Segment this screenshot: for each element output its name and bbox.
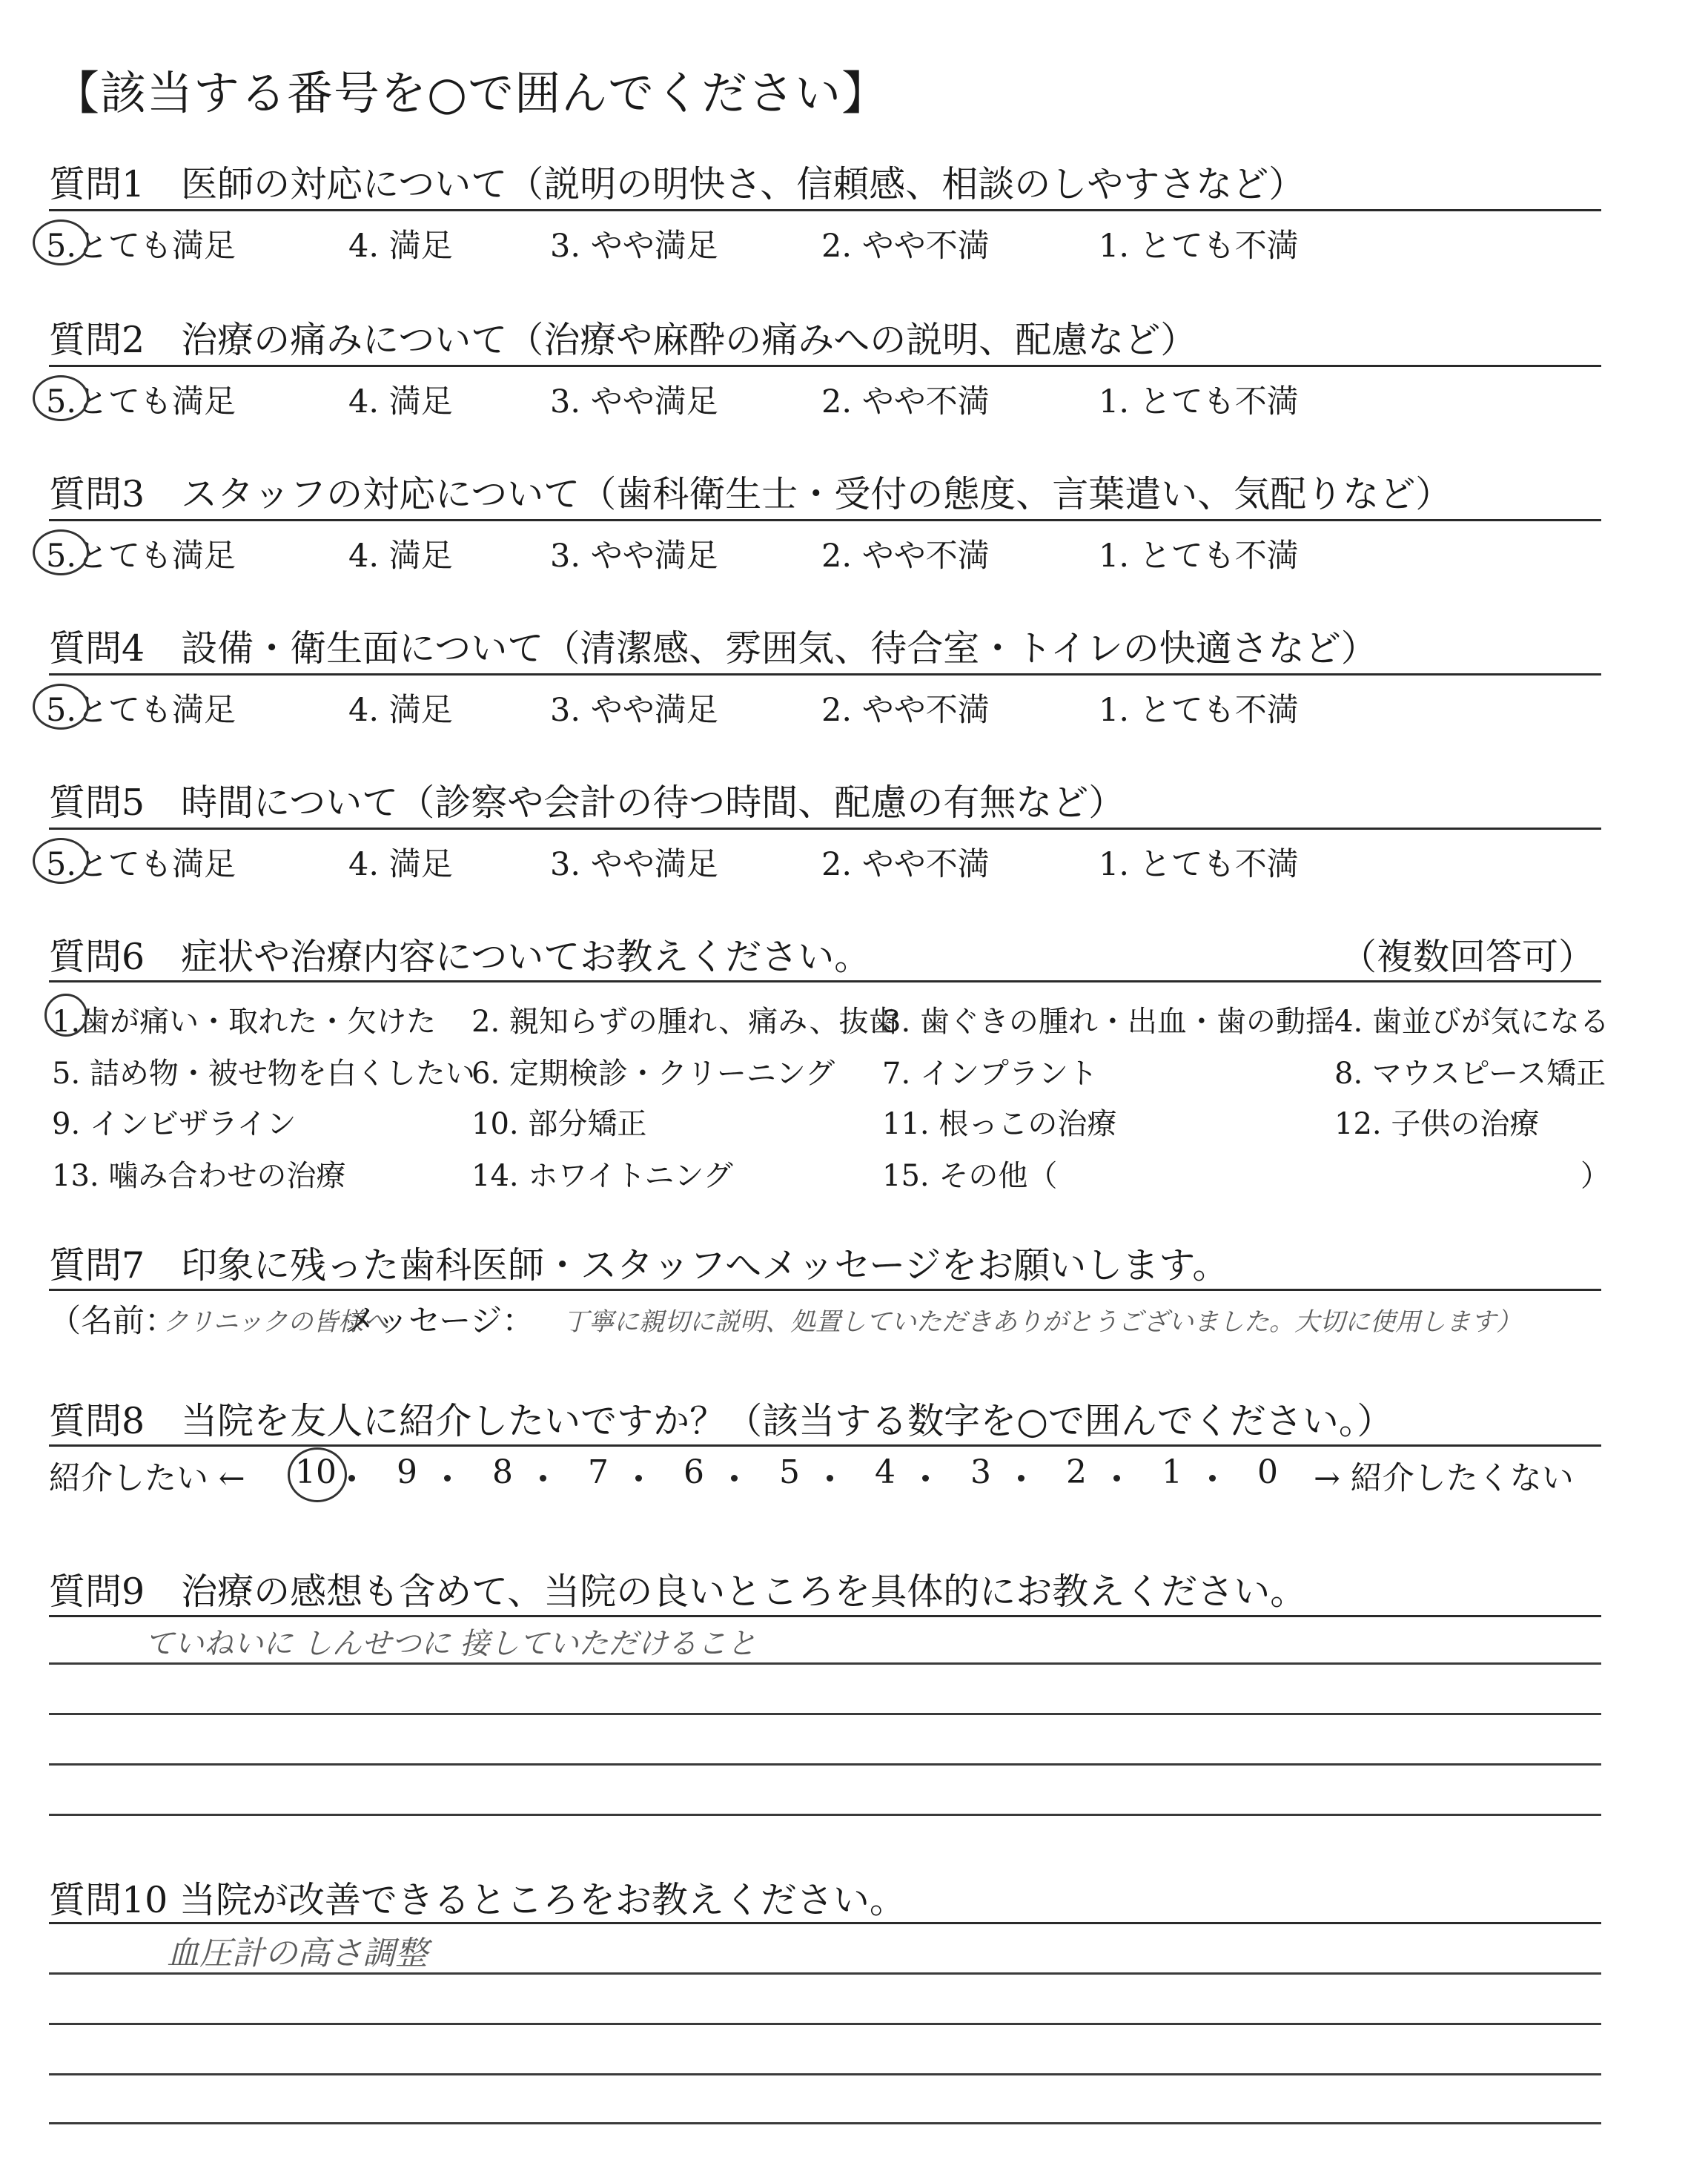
q8-scale-10[interactable]: 10	[295, 1453, 337, 1491]
q8-scale-0[interactable]: 0	[1257, 1453, 1278, 1491]
question-2-option-5[interactable]: 5.とても満足	[46, 383, 236, 420]
question-5-option-3[interactable]: 3. やや満足	[550, 846, 718, 883]
question-5-option-4[interactable]: 4. 満足	[348, 846, 453, 883]
question-2-rule	[49, 365, 1601, 367]
question-1-title: 質問1 医師の対応について（説明の明快さ、信頼感、相談のしやすさなど）	[49, 163, 1305, 205]
q8-right-label: → 紹介したくない	[1314, 1460, 1574, 1497]
question-2-title: 質問2 治療の痛みについて（治療や麻酔の痛みへの説明、配慮など）	[49, 319, 1197, 361]
question-1-rule	[49, 209, 1601, 211]
question-4-rule	[49, 673, 1601, 676]
q6-option-3[interactable]: 3. 歯ぐきの腫れ・出血・歯の動揺	[882, 1005, 1335, 1039]
q9-line	[49, 1763, 1601, 1766]
q8-scale-separator	[922, 1475, 929, 1482]
q10-answer[interactable]: 血圧計の高さ調整	[167, 1935, 428, 1972]
q6-option-2[interactable]: 2. 親知らずの腫れ、痛み、抜歯	[471, 1005, 898, 1039]
question-4-option-2[interactable]: 2. やや不満	[821, 692, 990, 729]
q7-name-value[interactable]: クリニックの皆様へ	[163, 1307, 388, 1337]
question-3-option-4[interactable]: 4. 満足	[348, 538, 453, 575]
q8-scale-separator	[1018, 1475, 1025, 1482]
question-5-option-1[interactable]: 1. とても不満	[1099, 846, 1299, 883]
question-3-option-5[interactable]: 5.とても満足	[46, 538, 236, 575]
q9-line	[49, 1713, 1601, 1715]
question-2-option-2[interactable]: 2. やや不満	[821, 383, 990, 420]
question-2-option-1[interactable]: 1. とても不満	[1099, 383, 1299, 420]
question-1-option-2[interactable]: 2. やや不満	[821, 228, 990, 265]
page-header: 【該当する番号を○で囲んでください】	[53, 66, 889, 120]
question-4-title: 質問4 設備・衛生面について（清潔感、雰囲気、待合室・トイレの快適さなど）	[49, 627, 1377, 670]
q8-scale-separator	[540, 1475, 546, 1482]
q8-scale-separator	[348, 1475, 355, 1482]
q7-message-label: メッセージ：	[345, 1303, 534, 1340]
q7-title: 質問7 印象に残った歯科医師・スタッフへメッセージをお願いします。	[49, 1244, 1229, 1287]
q8-scale-separator	[827, 1475, 833, 1482]
q6-rule	[49, 980, 1601, 982]
q9-title: 質問9 治療の感想も含めて、当院の良いところを具体的にお教えください。	[49, 1571, 1307, 1613]
q8-scale-6[interactable]: 6	[683, 1453, 704, 1491]
q8-selected-circle	[288, 1447, 347, 1502]
q9-line	[49, 1814, 1601, 1816]
q10-rule	[49, 1922, 1601, 1924]
q6-option-13[interactable]: 13. 噛み合わせの治療	[52, 1159, 346, 1193]
q10-line	[49, 2122, 1601, 2124]
q8-scale-separator	[444, 1475, 451, 1482]
question-3-title: 質問3 スタッフの対応について（歯科衛生士・受付の態度、言葉遣い、気配りなど）	[49, 473, 1452, 515]
q8-scale-separator	[635, 1475, 642, 1482]
q8-scale-2[interactable]: 2	[1066, 1453, 1087, 1491]
q6-option-8[interactable]: 8. マウスピース矯正	[1334, 1057, 1606, 1091]
q8-title: 質問8 当院を友人に紹介したいですか？（該当する数字を○で囲んでください。）	[49, 1400, 1394, 1442]
question-1-option-5[interactable]: 5.とても満足	[46, 228, 236, 265]
question-3-option-3[interactable]: 3. やや満足	[550, 538, 718, 575]
q8-scale-9[interactable]: 9	[397, 1453, 417, 1491]
q8-scale-separator	[731, 1475, 738, 1482]
question-5-rule	[49, 828, 1601, 830]
q9-line	[49, 1662, 1601, 1665]
q10-line	[49, 1972, 1601, 1975]
q8-scale-7[interactable]: 7	[588, 1453, 609, 1491]
question-1-selected-circle	[33, 219, 89, 265]
question-4-option-4[interactable]: 4. 満足	[348, 692, 453, 729]
q8-scale-4[interactable]: 4	[875, 1453, 896, 1491]
q6-option-15[interactable]: 15. その他（	[882, 1159, 1058, 1193]
q10-line	[49, 2073, 1601, 2075]
q6-option-14[interactable]: 14. ホワイトニング	[471, 1159, 733, 1193]
q7-rule	[49, 1289, 1601, 1291]
q8-left-label: 紹介したい ←	[49, 1460, 245, 1497]
question-3-option-2[interactable]: 2. やや不満	[821, 538, 990, 575]
question-3-selected-circle	[33, 529, 89, 575]
question-4-option-1[interactable]: 1. とても不満	[1099, 692, 1299, 729]
question-1-option-1[interactable]: 1. とても不満	[1099, 228, 1299, 265]
q6-option-6[interactable]: 6. 定期検診・クリーニング	[471, 1057, 835, 1091]
question-4-option-5[interactable]: 5.とても満足	[46, 692, 236, 729]
q6-option-11[interactable]: 11. 根っこの治療	[882, 1107, 1117, 1141]
q10-title: 質問10 当院が改善できるところをお教えください。	[49, 1879, 906, 1921]
q6-option-5[interactable]: 5. 詰め物・被せ物を白くしたい	[52, 1057, 475, 1091]
q6-option-10[interactable]: 10. 部分矯正	[471, 1107, 647, 1141]
question-5-option-2[interactable]: 2. やや不満	[821, 846, 990, 883]
question-1-option-3[interactable]: 3. やや満足	[550, 228, 718, 265]
q6-title: 質問6 症状や治療内容についてお教えください。	[49, 936, 871, 978]
question-4-option-3[interactable]: 3. やや満足	[550, 692, 718, 729]
question-3-option-1[interactable]: 1. とても不満	[1099, 538, 1299, 575]
q8-scale-3[interactable]: 3	[970, 1453, 991, 1491]
q8-scale-separator	[1209, 1475, 1216, 1482]
question-2-option-4[interactable]: 4. 満足	[348, 383, 453, 420]
question-5-option-5[interactable]: 5.とても満足	[46, 846, 236, 883]
question-2-option-3[interactable]: 3. やや満足	[550, 383, 718, 420]
q9-rule	[49, 1615, 1601, 1617]
q8-scale-1[interactable]: 1	[1162, 1453, 1182, 1491]
q6-other-close: ）	[1580, 1159, 1610, 1193]
q6-option-12[interactable]: 12. 子供の治療	[1334, 1107, 1540, 1141]
question-5-title: 質問5 時間について（診察や会計の待つ時間、配慮の有無など）	[49, 782, 1125, 824]
question-2-selected-circle	[33, 375, 89, 421]
q9-answer[interactable]: ていねいに しんせつに 接していただけること	[145, 1627, 757, 1661]
q7-name-label: （名前：	[49, 1303, 176, 1340]
question-1-option-4[interactable]: 4. 満足	[348, 228, 453, 265]
q6-selected-circle	[44, 994, 87, 1037]
q8-scale-separator	[1113, 1475, 1120, 1482]
q6-option-1[interactable]: 1.歯が痛い・取れた・欠けた	[52, 1005, 437, 1039]
q6-note: （複数回答可）	[1340, 936, 1595, 978]
q6-option-4[interactable]: 4. 歯並びが気になる	[1334, 1005, 1609, 1039]
q7-message-value[interactable]: 丁寧に親切に説明、処置していただきありがとうございました。大切に使用します）	[563, 1307, 1521, 1337]
q8-scale-8[interactable]: 8	[492, 1453, 513, 1491]
question-3-rule	[49, 519, 1601, 521]
q8-rule	[49, 1444, 1601, 1447]
q8-scale-5[interactable]: 5	[779, 1453, 800, 1491]
question-5-selected-circle	[33, 838, 89, 884]
question-4-selected-circle	[33, 684, 89, 730]
q10-line	[49, 2023, 1601, 2025]
q6-option-7[interactable]: 7. インプラント	[882, 1057, 1098, 1091]
q6-option-9[interactable]: 9. インビザライン	[52, 1107, 297, 1141]
